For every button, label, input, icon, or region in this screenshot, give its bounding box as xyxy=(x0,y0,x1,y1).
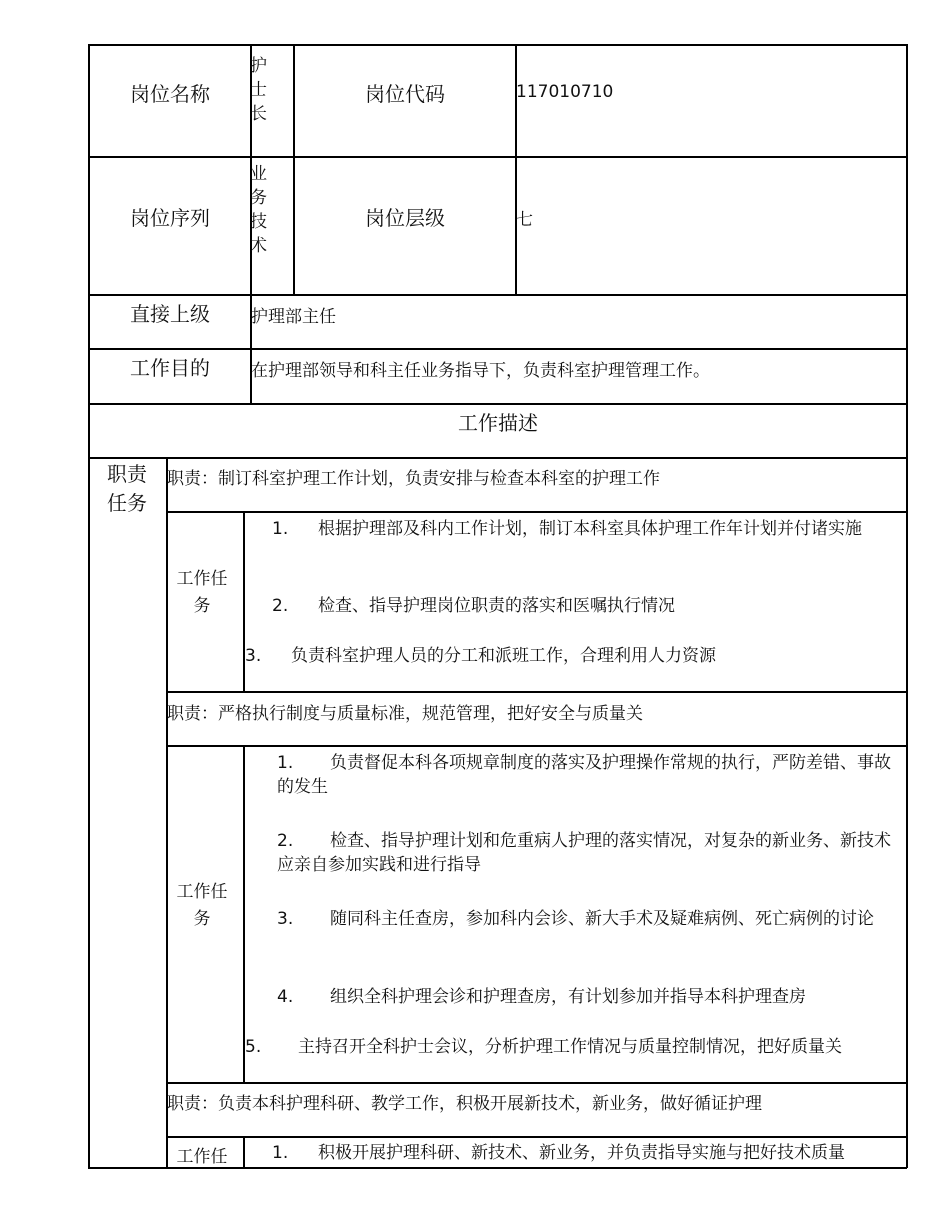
position-name-value: 护士长 xyxy=(250,56,267,124)
row-divider xyxy=(88,348,907,350)
supervisor-value: 护理部主任 xyxy=(251,307,336,327)
task-text: 主持召开全科护士会议，分析护理工作情况与质量控制情况，把好质量关 xyxy=(298,1037,842,1057)
purpose-label: 工作目的 xyxy=(130,356,210,380)
position-series-value: 业务技术 xyxy=(250,164,267,256)
task-text: 随同科主任查房，参加科内会诊、新大手术及疑难病例、死亡病例的讨论 xyxy=(330,909,874,929)
table-border-bottom xyxy=(88,1167,907,1169)
task-number: 3. xyxy=(277,909,294,929)
task-number: 3. xyxy=(245,646,262,666)
duty-2-task-5 xyxy=(245,1035,905,1059)
row-divider xyxy=(88,403,907,405)
col-divider xyxy=(243,1136,245,1168)
row-divider xyxy=(88,457,907,459)
task-text: 积极开展护理科研、新技术、新业务，并负责指导实施与把好技术质量 xyxy=(318,1143,845,1163)
row-divider xyxy=(88,156,907,158)
task-text: 根据护理部及科内工作计划，制订本科室具体护理工作年计划并付诸实施 xyxy=(318,519,862,539)
section-label: 职责任务 xyxy=(107,462,147,515)
position-code-label: 岗位代码 xyxy=(365,82,445,106)
task-text: 负责督促本科各项规章制度的落实及护理操作常规的执行，严防差错、事故 的发生 xyxy=(277,753,891,797)
task-number: 2. xyxy=(277,831,294,851)
supervisor-label: 直接上级 xyxy=(130,302,210,326)
table-border-top xyxy=(88,44,907,46)
duty-2-text: 职责：严格执行制度与质量标准，规范管理，把好安全与质量关 xyxy=(167,704,643,724)
row-divider xyxy=(166,1082,907,1084)
duty-3-task-1 xyxy=(272,1141,904,1165)
duty-1-task-label: 工作任务 xyxy=(176,569,228,616)
purpose-value: 在护理部领导和科主任业务指导下，负责科室护理管理工作。 xyxy=(251,361,710,381)
duty-2-task-label: 工作任务 xyxy=(176,882,228,929)
task-number: 5. xyxy=(245,1037,262,1057)
position-series-label: 岗位序列 xyxy=(130,206,210,230)
row-divider xyxy=(166,511,907,513)
position-level-value: 七 xyxy=(516,210,533,230)
task-number: 1. xyxy=(272,519,289,539)
col-divider xyxy=(166,457,168,1168)
duty-2-task-1 xyxy=(277,751,897,799)
task-text: 检查、指导护理岗位职责的落实和医嘱执行情况 xyxy=(318,596,675,616)
duty-3-text: 职责：负责本科护理科研、教学工作，积极开展新技术，新业务，做好循证护理 xyxy=(167,1094,762,1114)
duty-1-task-1 xyxy=(272,517,902,541)
duty-1-task-2 xyxy=(272,594,902,618)
duty-2-task-3 xyxy=(277,907,897,931)
row-divider xyxy=(166,1136,907,1138)
task-number: 4. xyxy=(277,987,294,1007)
task-number: 2. xyxy=(272,596,289,616)
duty-1-task-3 xyxy=(245,644,900,668)
duty-2-task-2 xyxy=(277,829,897,877)
row-divider xyxy=(166,691,907,693)
task-text: 检查、指导护理计划和危重病人护理的落实情况，对复杂的新业务、新技术应亲自参加实践和进行指导 xyxy=(277,831,891,875)
duty-1-text: 职责：制订科室护理工作计划，负责安排与检查本科室的护理工作 xyxy=(167,469,660,489)
row-divider xyxy=(166,745,907,747)
col-divider xyxy=(243,745,245,1082)
task-text: 组织全科护理会诊和护理查房，有计划参加并指导本科护理查房 xyxy=(330,987,806,1007)
row-divider xyxy=(88,294,907,296)
task-number: 1. xyxy=(272,1143,289,1163)
position-code-value: 117010710 xyxy=(516,82,614,102)
position-level-label: 岗位层级 xyxy=(365,206,445,230)
table-border-right xyxy=(906,44,908,1168)
task-text: 负责科室护理人员的分工和派班工作，合理利用人力资源 xyxy=(291,646,716,666)
description-title: 工作描述 xyxy=(458,411,538,435)
duty-3-task-label: 工作任 xyxy=(176,1147,228,1167)
task-number: 1. xyxy=(277,753,294,773)
duty-2-task-4 xyxy=(277,985,897,1009)
position-name-label: 岗位名称 xyxy=(130,82,210,106)
